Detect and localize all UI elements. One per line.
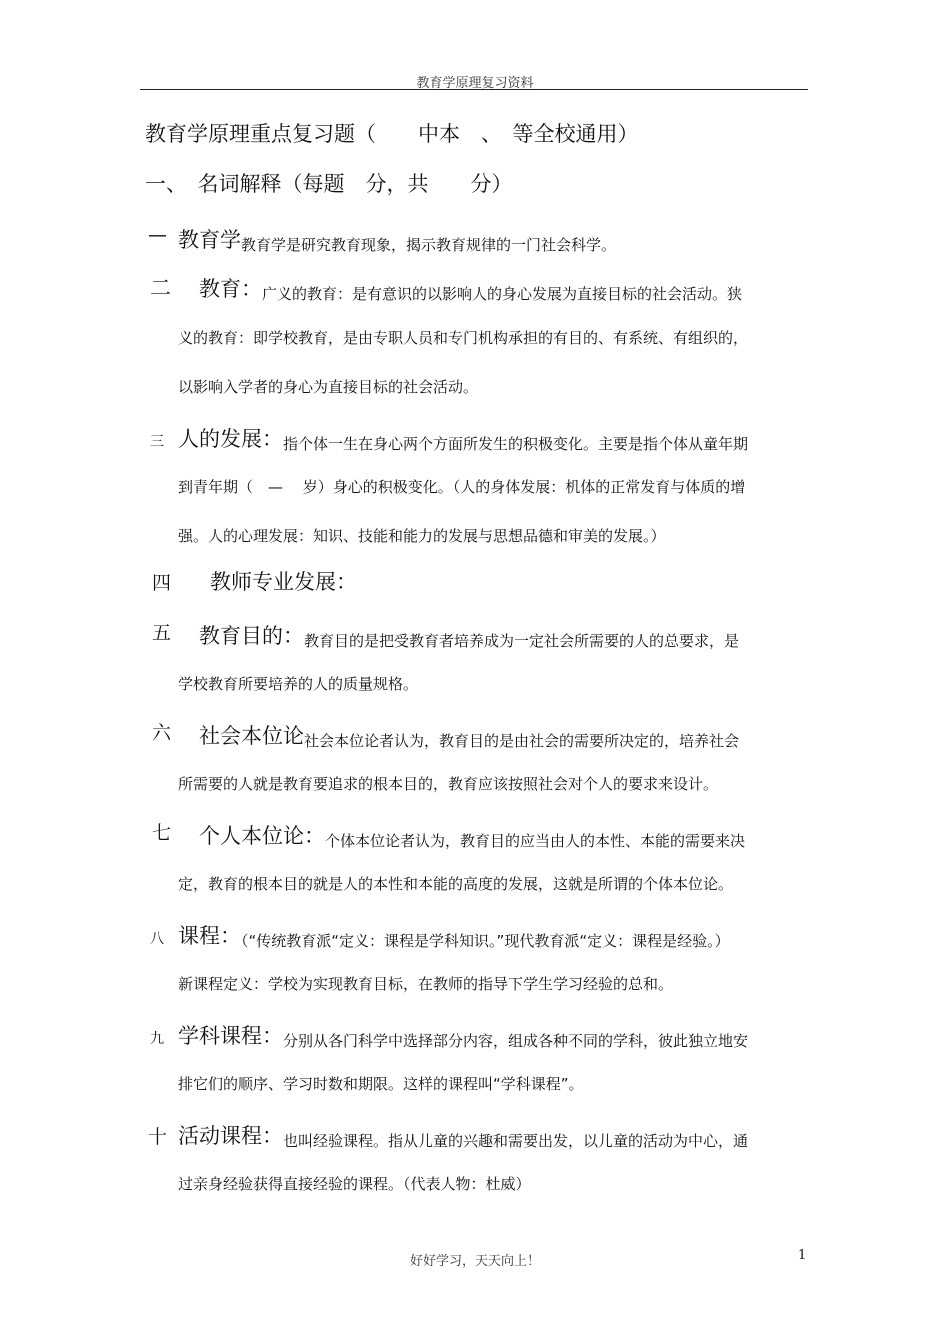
term-text: 义的教育：即学校教育，是由专职人员和专门机构承担的有目的、有系统、有组织的， <box>178 329 749 347</box>
term-number: 七 <box>152 822 172 844</box>
term-number: 五 <box>152 622 172 644</box>
term-name: 活动课程： <box>178 1124 283 1148</box>
term-name: 个人本位论： <box>178 824 325 848</box>
term-first-line <box>178 279 808 304</box>
term-text: 以影响入学者的身心为直接目标的社会活动。 <box>178 378 479 396</box>
term-text: 新课程定义：学校为实现教育目标，在教师的指导下学生学习经验的总和。 <box>178 975 674 993</box>
term-number: 三 <box>150 434 164 450</box>
term-text: 个体本位论者认为，教育目的应当由人的本性、本能的需要来决 <box>325 832 746 850</box>
term-first-line <box>210 572 840 594</box>
term-first-line <box>178 1026 808 1051</box>
term-text: 分别从各门科学中选择部分内容，组成各种不同的学科，彼此独立地安 <box>283 1032 749 1050</box>
term-number: 十 <box>148 1126 168 1148</box>
term-text: 过亲身经验获得直接经验的课程。（代表人物：杜威） <box>178 1175 531 1193</box>
term-name: 教育： <box>178 277 262 301</box>
term-first-line <box>178 726 808 751</box>
term-text: 广义的教育：是有意识的以影响人的身心发展为直接目标的社会活动。狭 <box>262 285 743 303</box>
term-text: 定，教育的根本目的就是人的本性和本能的高度的发展，这就是所谓的个体本位论。 <box>178 875 734 893</box>
term-first-line <box>178 826 808 851</box>
header-title: 教育学原理复习资料 <box>416 76 534 91</box>
term-name: 教师专业发展： <box>210 570 357 594</box>
term-name: 社会本位论 <box>178 724 304 748</box>
term-number: 四 <box>152 572 172 594</box>
term-number: — <box>148 224 167 246</box>
term-number: 八 <box>150 931 164 947</box>
term-text: 教育学是研究教育现象，揭示教育规律的一门社会科学。 <box>241 236 617 254</box>
term-text: 到青年期（ — 岁）身心的积极变化。（人的身体发展：机体的正常发育与体质的增 <box>178 478 746 496</box>
term-name: 课程： <box>178 924 241 948</box>
term-number: 六 <box>152 722 172 744</box>
term-text: 所需要的人就是教育要追求的根本目的，教育应该按照社会对个人的要求来设计。 <box>178 775 719 793</box>
term-name: 人的发展： <box>178 427 283 451</box>
term-text: 学校教育所要培养的人的质量规格。 <box>178 675 419 693</box>
section-title: 一、 名词解释（每题 分，共 分） <box>145 172 513 196</box>
term-first-line <box>178 429 808 454</box>
term-text: 社会本位论者认为，教育目的是由社会的需要所决定的，培养社会 <box>304 732 740 750</box>
doc-title: 教育学原理重点复习题（ 中本 、 等全校通用） <box>145 122 639 146</box>
term-number: 二 <box>150 276 171 300</box>
term-first-line <box>178 626 808 651</box>
term-name: 教育学 <box>178 228 241 252</box>
term-text: 也叫经验课程。指从儿童的兴趣和需要出发，以儿童的活动为中心，通 <box>283 1132 749 1150</box>
term-first-line <box>178 926 808 951</box>
term-text: （“传统教育派“定义：课程是学科知识。”现代教育派“定义：课程是经验。） <box>241 932 730 950</box>
term-text: 指个体一生在身心两个方面所发生的积极变化。主要是指个体从童年期 <box>283 435 749 453</box>
term-name: 教育目的： <box>178 624 304 648</box>
term-text: 排它们的顺序、学习时数和期限。这样的课程叫“学科课程”。 <box>178 1075 584 1093</box>
term-first-line <box>178 1126 808 1151</box>
term-text: 强。人的心理发展：知识、技能和能力的发展与思想品德和审美的发展。） <box>178 527 666 545</box>
term-number: 九 <box>150 1031 164 1047</box>
term-text: 教育目的是把受教育者培养成为一定社会所需要的人的总要求，是 <box>304 632 740 650</box>
term-name: 学科课程： <box>178 1024 283 1048</box>
footer-text: 好好学习，天天向上！ <box>409 1254 540 1269</box>
header-rule <box>140 89 808 90</box>
page-number: 1 <box>798 1248 807 1263</box>
term-first-line <box>178 230 808 255</box>
